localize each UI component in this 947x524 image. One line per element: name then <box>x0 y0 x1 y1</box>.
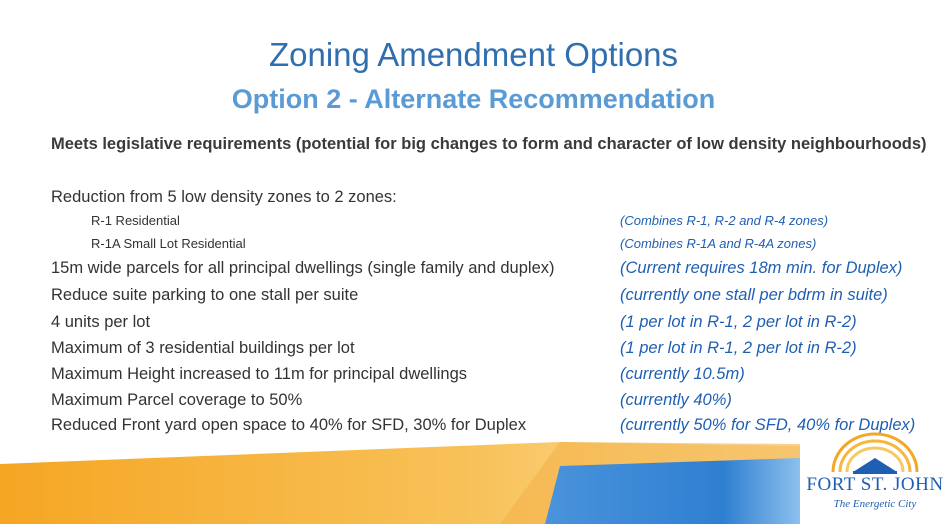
item-text: Reduced Front yard open space to 40% for SFD, 30% for Duplex <box>51 416 527 434</box>
logo-tagline: The Energetic City <box>833 498 917 510</box>
item-note: (currently 40%) <box>620 391 732 409</box>
lead-statement: Meets legislative requirements (potential for big changes to form and character of low density neighbourhoods) <box>51 135 927 153</box>
item-note: (1 per lot in R-1, 2 per lot in R-2) <box>620 313 857 331</box>
item-note: (currently one stall per bdrm in suite) <box>620 286 888 304</box>
item-text: 4 units per lot <box>51 313 151 331</box>
item-text: Maximum Parcel coverage to 50% <box>51 391 303 409</box>
item-note: (Combines R-1A and R-4A zones) <box>620 236 817 251</box>
item-text: 15m wide parcels for all principal dwellings (single family and duplex) <box>51 259 555 277</box>
item-text: Maximum of 3 residential buildings per lot <box>51 339 355 357</box>
item-note: (Current requires 18m min. for Duplex) <box>620 259 903 277</box>
item-note: (Combines R-1, R-2 and R-4 zones) <box>620 213 829 228</box>
sunrise-icon <box>803 428 947 474</box>
slide-title: Zoning Amendment Options <box>268 36 679 73</box>
item-text: R-1 Residential <box>91 213 180 228</box>
item-text: R-1A Small Lot Residential <box>91 236 246 251</box>
item-note: (currently 50% for SFD, 40% for Duplex) <box>620 416 916 434</box>
item-note: (1 per lot in R-1, 2 per lot in R-2) <box>620 339 857 357</box>
slide-subtitle: Option 2 - Alternate Recommendation <box>231 84 716 114</box>
fort-st-john-logo <box>803 428 947 524</box>
banner-blue-band <box>545 458 800 524</box>
item-text: Maximum Height increased to 11m for principal dwellings <box>51 365 468 383</box>
item-text: Reduce suite parking to one stall per suite <box>51 286 359 304</box>
item-text: Reduction from 5 low density zones to 2 zones: <box>51 188 397 206</box>
logo-name: FORT ST. JOHN <box>806 474 944 495</box>
item-note: (currently 10.5m) <box>620 365 745 383</box>
